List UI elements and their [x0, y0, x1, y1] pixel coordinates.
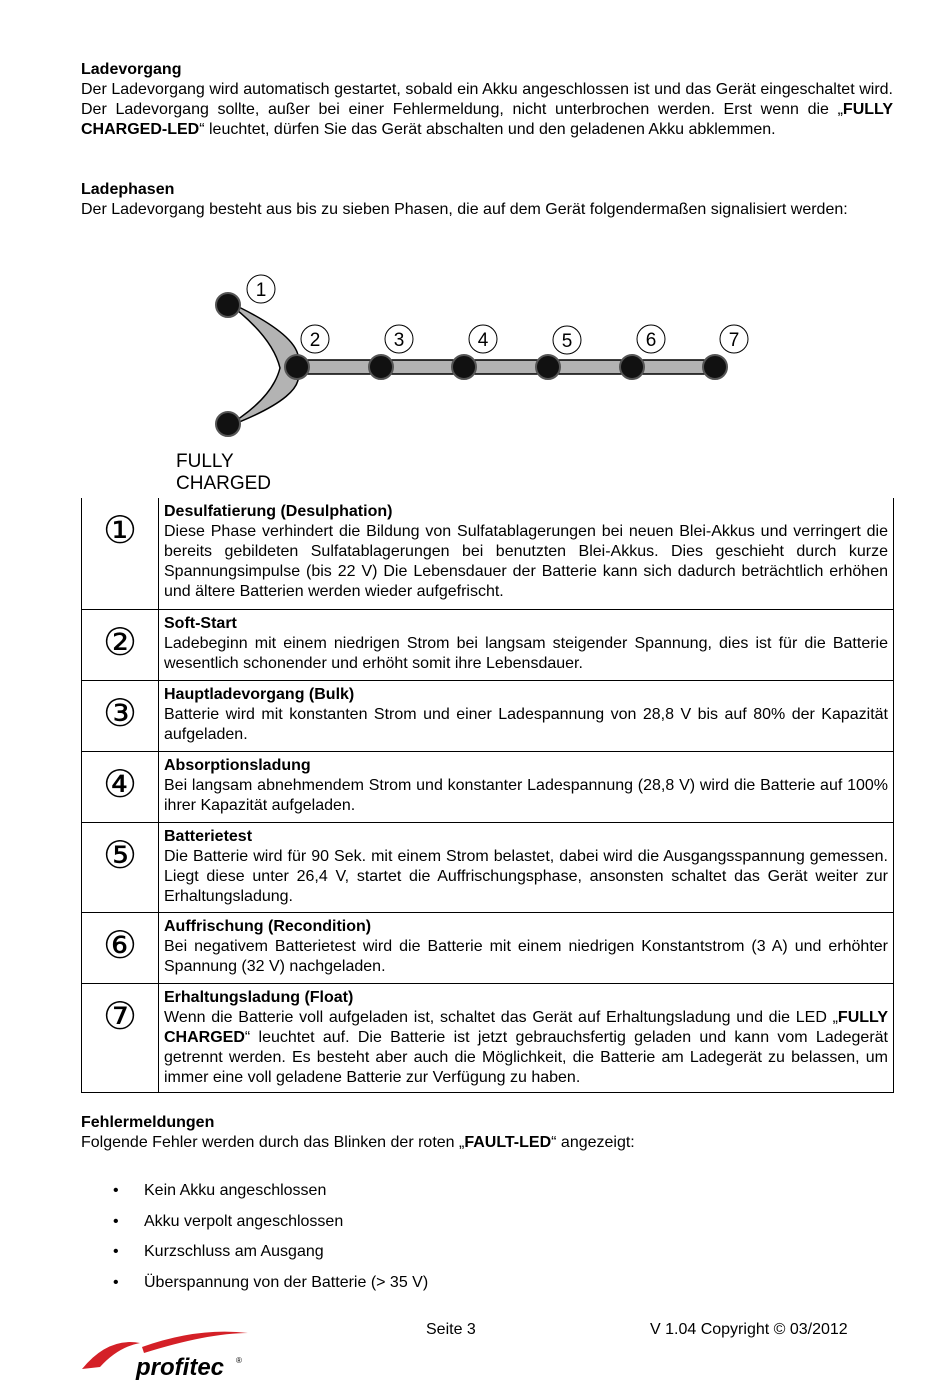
- phase-title: Hauptladevorgang (Bulk): [164, 685, 355, 703]
- paragraph-text: “ angezeigt:: [551, 1134, 635, 1151]
- paragraph-text: “ leuchtet, dürfen Sie das Gerät abschalten und den geladenen Akku abklemmen.: [199, 121, 776, 138]
- phase-description-cell: [159, 822, 894, 912]
- phase-label-3: 3: [393, 330, 405, 351]
- heading-ladephasen: Ladephasen: [81, 181, 175, 198]
- heading-fehlermeldungen: Fehlermeldungen: [81, 1114, 215, 1131]
- phase-text: Diese Phase verhindert die Bildung von Sulfatablagerungen bei neuen Blei-Akkus und verringert die bereits gebildeten Sulfatablagerungen bei benutzten Blei-Akkus. Dies geschieht durch kurze Spannungsimpulse (bis 22 V) Die Lebensdauer der Batterie kann sich dadurch beträchtlich erhöhen und ältere Batterien werden wieder aufgefrischt.: [164, 523, 888, 600]
- section-fehlermeldungen: [81, 1113, 893, 1153]
- table-row: [82, 983, 894, 1092]
- logo-swoosh-left: [82, 1342, 140, 1369]
- bullet-icon: •: [113, 1212, 119, 1230]
- fully-label-line2: CHARGED: [176, 473, 272, 494]
- phase-text: Wenn die Batterie voll aufgeladen ist, schaltet das Gerät auf Erhaltungsladung und die LED „: [164, 1008, 838, 1026]
- profitec-logo: [78, 1325, 253, 1380]
- phase-number-cell: [82, 751, 159, 822]
- table-row: [82, 680, 894, 751]
- phase-text: Ladebeginn mit einem niedrigen Strom bei langsam steigender Spannung, dies ist für die Batterie wesentlich schonender und erhöht somit ihre Lebensdauer.: [164, 634, 888, 672]
- phase-number-cell: [82, 912, 159, 983]
- table-row: [82, 498, 894, 609]
- led-dot-1: [216, 293, 240, 317]
- led-dot-3: [369, 355, 393, 379]
- phase-symbol: ④: [102, 761, 138, 806]
- list-item: [81, 1272, 681, 1303]
- phase-label-2: 2: [309, 330, 321, 351]
- table-row: [82, 912, 894, 983]
- phase-description-cell: [159, 609, 894, 680]
- phase-title: Desulfatierung (Desulphation): [164, 503, 393, 520]
- list-item-text: Kein Akku angeschlossen: [144, 1182, 327, 1199]
- phase-title: Soft-Start: [164, 614, 237, 632]
- phase-symbol: ⑥: [102, 922, 138, 967]
- led-dot-6: [620, 355, 644, 379]
- list-item-text: Kurzschluss am Ausgang: [144, 1243, 324, 1260]
- phase-description-cell: [159, 680, 894, 751]
- phase-number-cell: [82, 680, 159, 751]
- table-row: [82, 751, 894, 822]
- led-dot-5: [536, 355, 560, 379]
- phase-symbol: ⑦: [102, 993, 138, 1038]
- phase-label-1: 1: [255, 280, 267, 301]
- phase-symbol: ①: [102, 508, 138, 552]
- led-dot-fully-charged: [216, 412, 240, 436]
- fully-charged-led-label: FULLY CHARGED-LED: [81, 101, 893, 138]
- logo-registered-mark: ®: [236, 1356, 242, 1365]
- phase-label-4: 4: [477, 330, 489, 351]
- phase-title: Auffrischung (Recondition): [164, 917, 372, 935]
- paragraph-fehlermeldungen: [81, 1133, 893, 1153]
- phase-description-cell: [159, 498, 894, 609]
- phase-number-cell: [82, 822, 159, 912]
- paragraph-text: Der Ladevorgang wird automatisch gestartet, sobald ein Akku angeschlossen ist und das Gerät eingeschaltet wird. Der Ladevorgang sollte, außer bei einer Fehlermeldung, nicht unterbrochen werden. Erst wenn die „: [81, 81, 893, 118]
- phase-text: Die Batterie wird für 90 Sek. mit einem Strom belastet, dabei wird die Ausgangsspannung gemessen. Liegt diese unter 26,4 V, startet die Auffrischungsphase, ansonsten schaltet das Gerät weiter zur Erhaltungsladung.: [164, 847, 888, 905]
- phase-description-cell: [159, 751, 894, 822]
- table-row: [82, 822, 894, 912]
- paragraph-text: Folgende Fehler werden durch das Blinken der roten „: [81, 1134, 465, 1151]
- phase-text: “ leuchtet auf. Die Batterie ist jetzt gebrauchsfertig geladen und kann vom Ladegerät getrennt werden. Es besteht aber auch die Möglichkeit, die Batterie am Ladegerät zu belassen, um immer eine voll geladene Batterie zur Verfügung zu haben.: [164, 1028, 888, 1086]
- phase-number-cell: [82, 609, 159, 680]
- phase-description-cell: [159, 912, 894, 983]
- phase-title: Absorptionsladung: [164, 756, 311, 774]
- section-ladephasen: [81, 180, 893, 220]
- phase-text: Batterie wird mit konstanten Strom und einer Ladespannung von 28,8 V bis auf 80% der Kapazität aufgeladen.: [164, 705, 888, 743]
- section-ladevorgang: [81, 60, 893, 140]
- paragraph-ladephasen: Der Ladevorgang besteht aus bis zu sieben Phasen, die auf dem Gerät folgendermaßen signalisiert werden:: [81, 201, 848, 218]
- phase-number-cell: [82, 498, 159, 609]
- table-row: [82, 609, 894, 680]
- led-dot-4: [452, 355, 476, 379]
- paragraph-ladevorgang: [81, 80, 893, 140]
- logo-text: profitec: [136, 1354, 225, 1380]
- fully-charged-bold: FULLY CHARGED: [164, 1008, 888, 1046]
- bullet-icon: •: [113, 1243, 119, 1260]
- phase-symbol: ②: [102, 619, 138, 664]
- phase-title: Erhaltungsladung (Float): [164, 988, 354, 1006]
- led-dot-7: [703, 355, 727, 379]
- bullet-icon: •: [113, 1273, 119, 1291]
- fully-charged-label: [176, 451, 271, 495]
- phase-text: Bei langsam abnehmendem Strom und konstanter Ladespannung (28,8 V) wird die Batterie auf 100% ihrer Kapazität aufgeladen.: [164, 776, 888, 814]
- phase-label-7: 7: [728, 330, 740, 351]
- fully-label-line1: FULLY: [176, 451, 234, 472]
- error-list: [81, 1180, 681, 1302]
- phase-bar: [296, 360, 716, 374]
- list-item-text: Akku verpolt angeschlossen: [144, 1212, 344, 1230]
- heading-ladevorgang: Ladevorgang: [81, 61, 182, 78]
- phase-label-6: 6: [645, 330, 657, 351]
- phase-text: Bei negativem Batterietest wird die Batterie mit einem niedrigen Konstantstrom (3 A) und erhöhter Spannung (32 V) nachgeladen.: [164, 937, 888, 975]
- phase-symbol: ⑤: [102, 832, 138, 877]
- phases-table: [81, 498, 894, 1093]
- version-copyright: V 1.04 Copyright © 03/2012: [650, 1321, 848, 1338]
- phase-symbol: ③: [102, 690, 138, 735]
- led-dot-2: [285, 355, 309, 379]
- phase-description-cell: [159, 983, 894, 1092]
- bullet-icon: •: [113, 1182, 119, 1199]
- list-item: [81, 1211, 681, 1242]
- fault-led-label: FAULT-LED: [464, 1134, 552, 1151]
- list-item: [81, 1241, 681, 1272]
- logo-swoosh-right: [142, 1332, 248, 1353]
- page-number: Seite 3: [426, 1321, 476, 1338]
- list-item: [81, 1180, 681, 1211]
- phase-title: Batterietest: [164, 827, 253, 845]
- phase-label-5: 5: [561, 331, 573, 352]
- list-item-text: Überspannung von der Batterie (> 35 V): [144, 1273, 429, 1291]
- phase-number-cell: [82, 983, 159, 1092]
